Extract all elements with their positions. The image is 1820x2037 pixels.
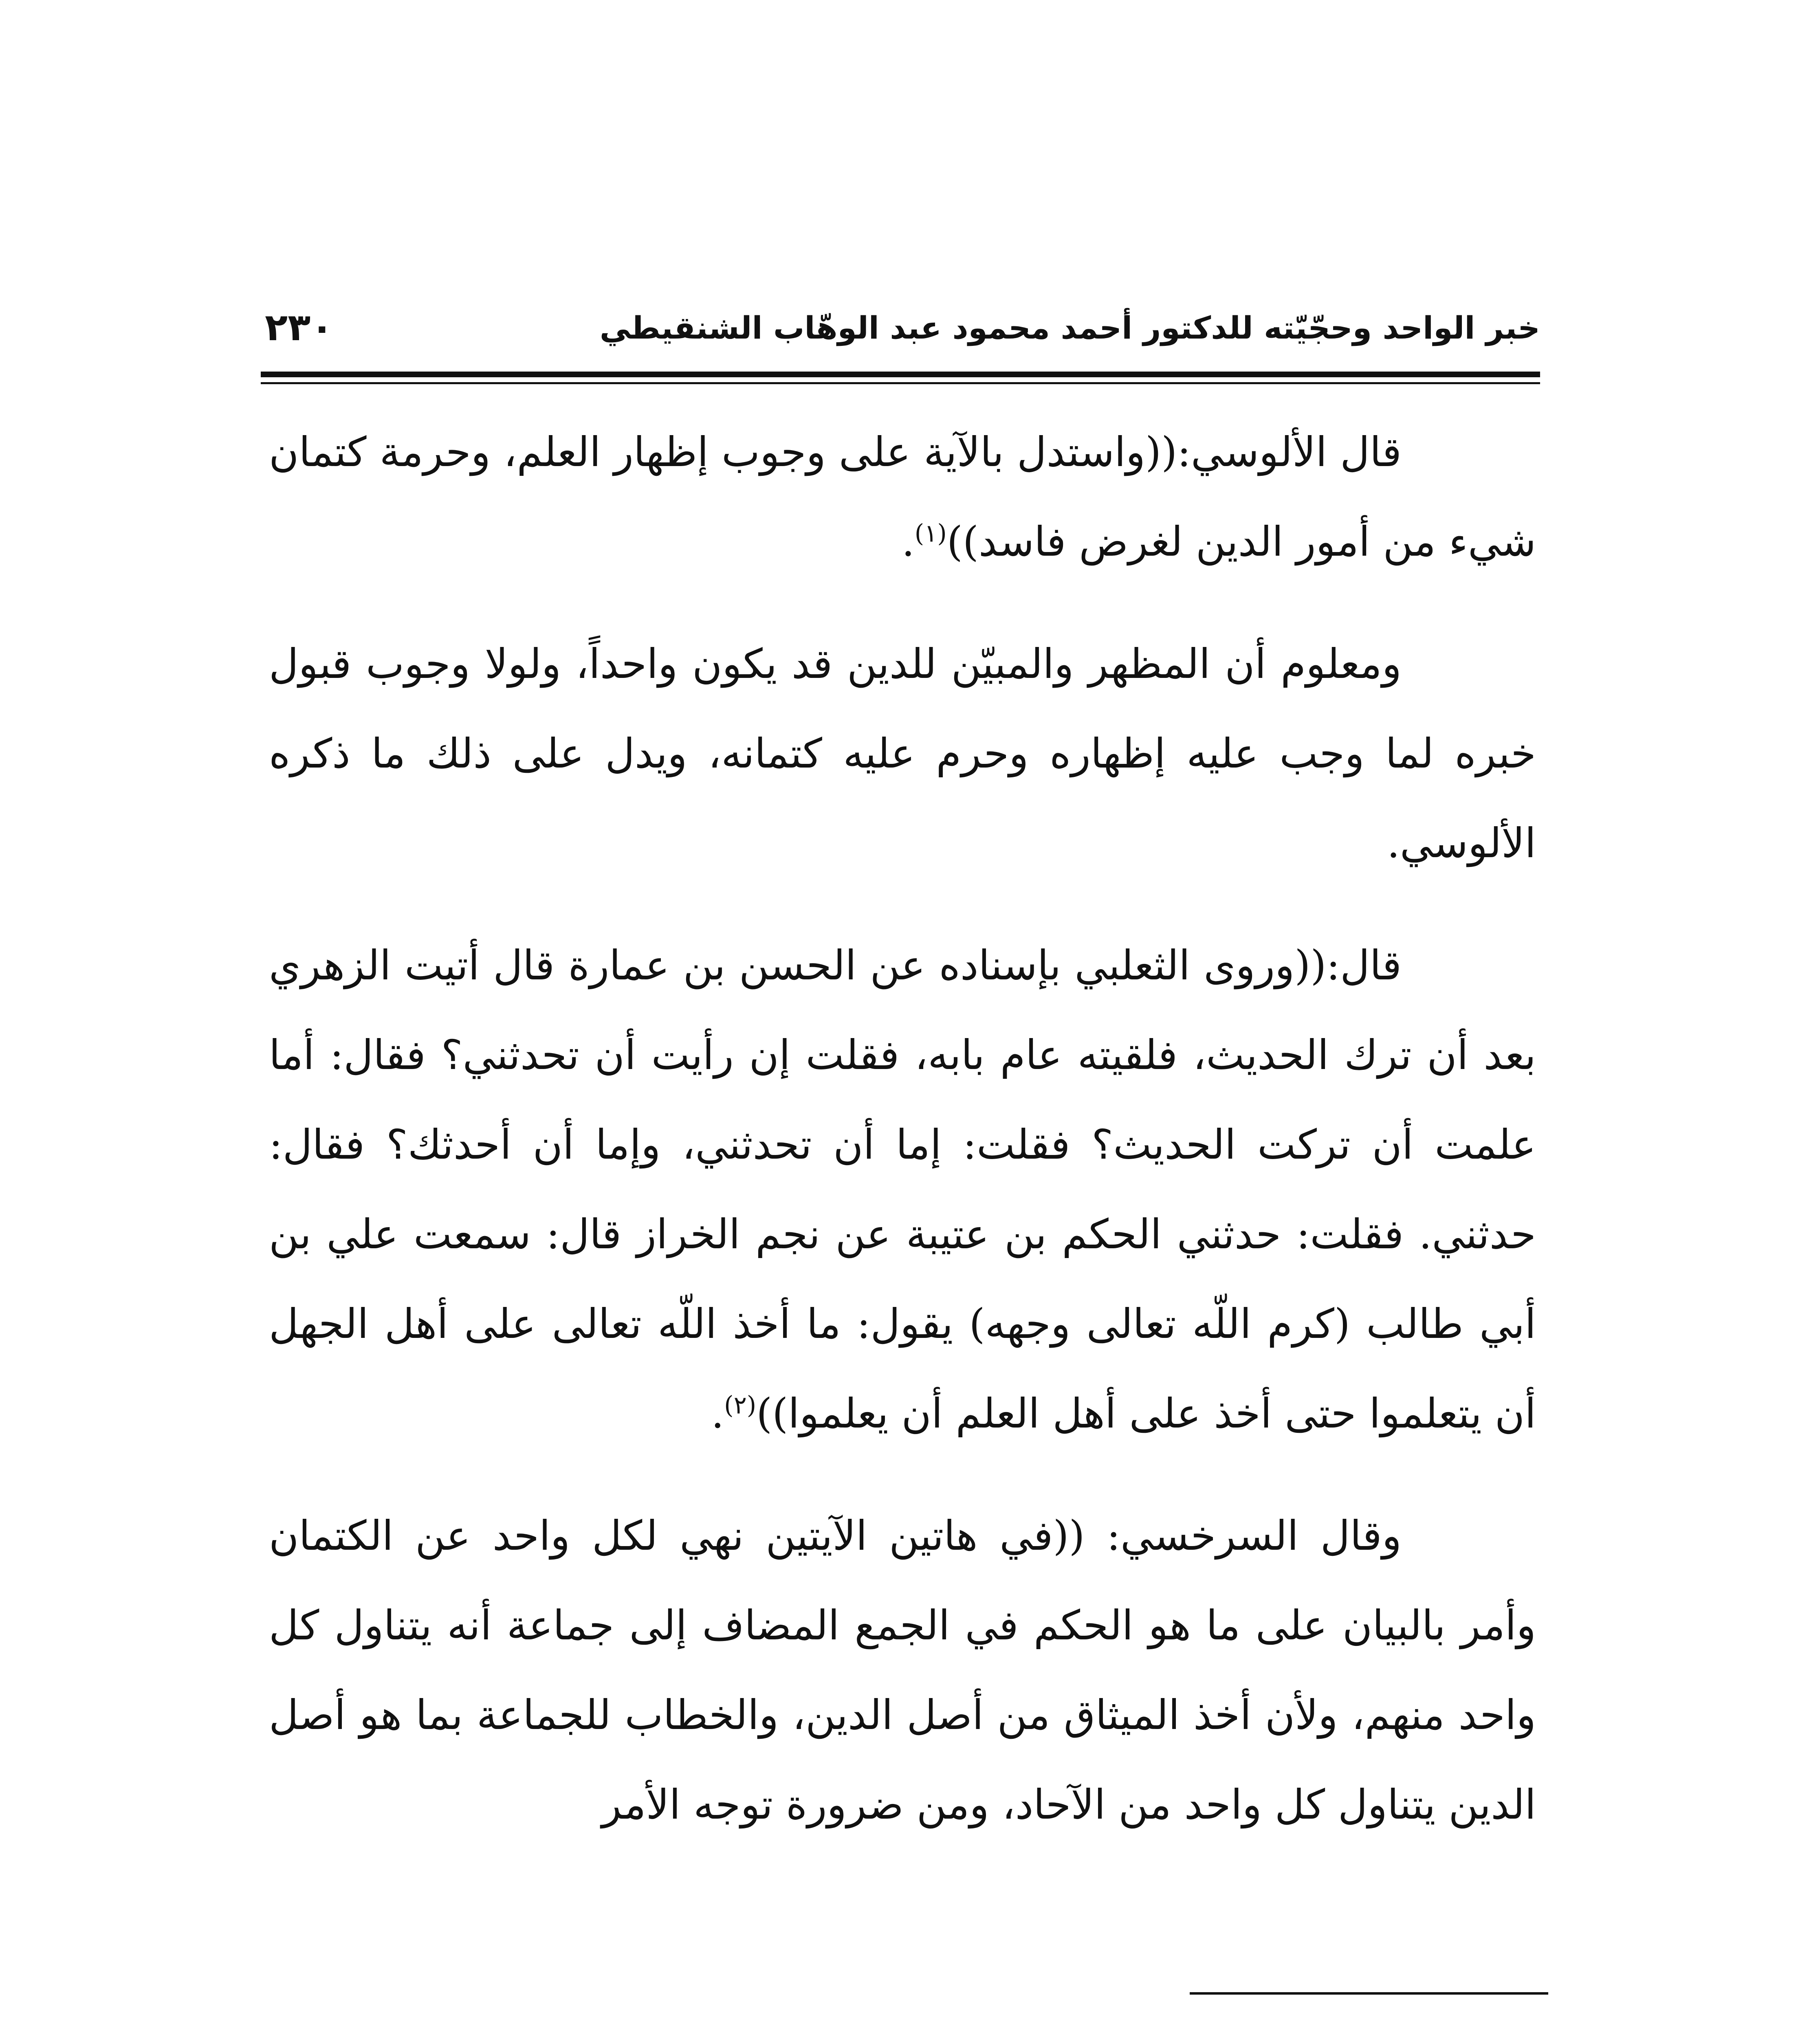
paragraph-text: قال الألوسي:((واستدل بالآية على وجوب إظهار العلم، وحرمة كتمان شيء من أمور الدين لغرض فاسد)) [269,428,1536,565]
paragraph [269,619,1536,888]
paragraph-end: . [711,1390,724,1437]
body-text [269,407,1536,1882]
paragraph-text: قال:((وروى الثعلبي بإسناده عن الحسن بن عمارة قال أتيت الزهري بعد أن ترك الحديث، فلقيته عام بابه، فقلت إن رأيت أن تحدثني؟ فقال: أما علمت أن تركت الحديث؟ فقلت: إما أن تحدثني، وإما أن أحدثك؟ فقال: حدثني. فقلت: حدثني الحكم بن عتيبة عن نجم الخراز قال: سمعت علي بن أبي طالب (كرم اللّه تعالى وجهه) يقول: ما أخذ اللّه تعالى على أهل الجهل أن يتعلموا حتى أخذ على أهل العلم أن يعلموا)) [269,942,1536,1437]
running-header [265,301,1540,367]
header-title: خبر الواحد وحجّيّته للدكتور أحمد محمود عبد الوهّاب الشنقيطي [599,310,1540,346]
paragraph-text: وقال السرخسي: ((في هاتين الآيتين نهي لكل واحد عن الكتمان وأمر بالبيان على ما هو الحكم في الجمع المضاف إلى جماعة أنه يتناول كل واحد منهم، ولأن أخذ الميثاق من أصل الدين، والخطاب للجماعة بما هو أصل الدين يتناول كل واحد من الآحاد، ومن ضرورة توجه الأمر [269,1512,1536,1828]
header-rule-thin [261,382,1540,384]
page-number: ٢٣٠ [265,306,334,349]
footnote-reference: (٢) [724,1391,757,1420]
header-rule-thick [261,372,1540,377]
paragraph [269,407,1536,587]
footnote-separator [1190,1992,1548,1995]
paragraph-text: ومعلوم أن المظهر والمبيّن للدين قد يكون واحداً، ولولا وجوب قبول خبره لما وجب عليه إظهاره وحرم عليه كتمانه، ويدل على ذلك ما ذكره الألوسي. [269,640,1536,867]
paragraph [269,1491,1536,1850]
paragraph-end: . [901,518,915,565]
paragraph [269,921,1536,1458]
footnote-reference: (١) [914,519,947,548]
